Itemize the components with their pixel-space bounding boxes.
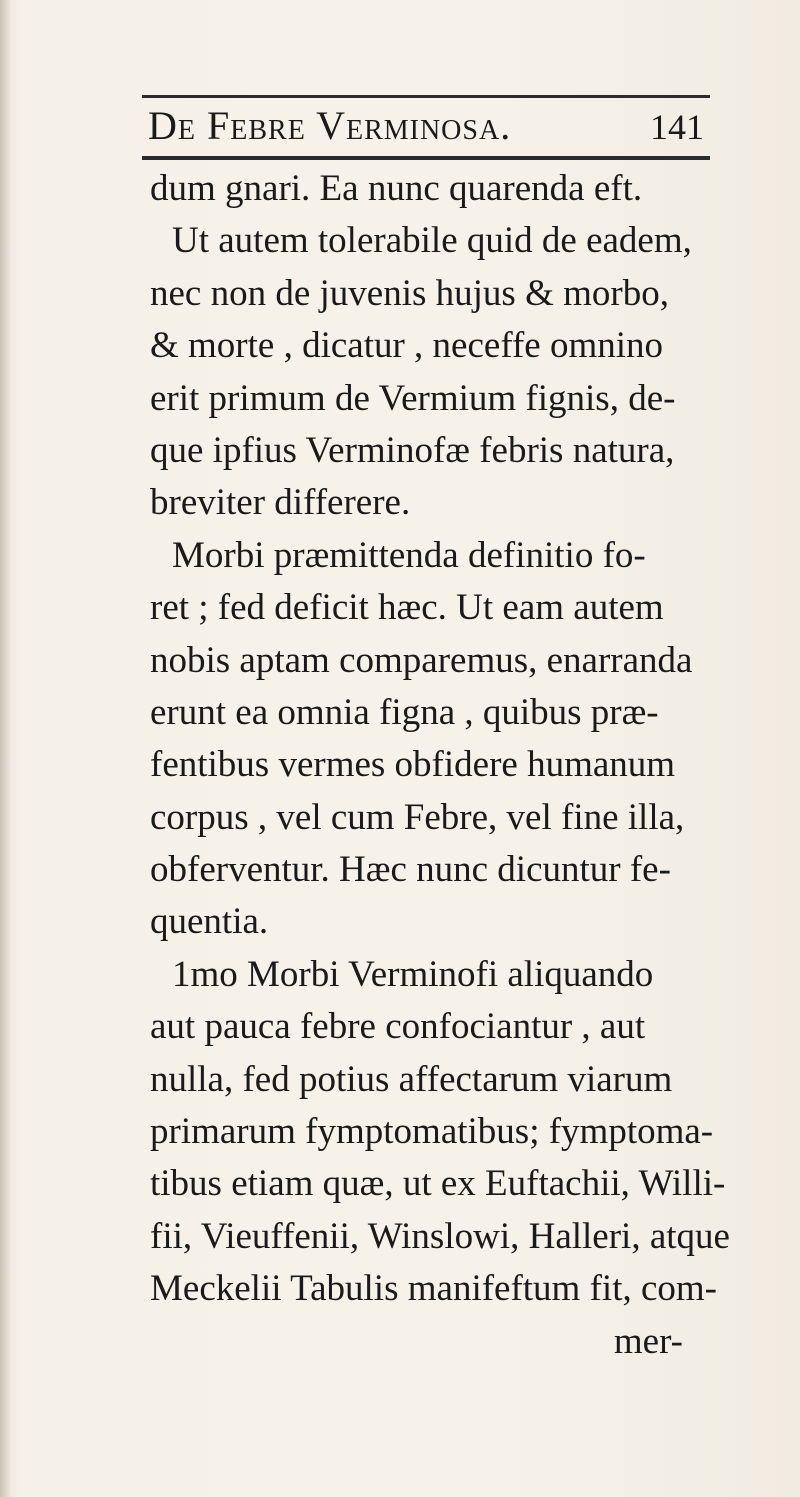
text-line: Meckelii Tabulis manifeftum fit, com-	[150, 1268, 717, 1310]
text-line: 1mo Morbi Verminofi aliquando	[172, 953, 654, 995]
text-line: Ut autem tolerabile quid de eadem,	[172, 220, 692, 262]
text-line: que ipfius Verminofæ febris natura,	[150, 429, 675, 471]
text-line: erunt ea omnia figna , quibus præ-	[150, 691, 659, 733]
text-line: fii, Vieuffenii, Winslowi, Halleri, atque	[150, 1215, 730, 1257]
running-head: De Febre Verminosa.	[148, 103, 512, 148]
header-rule-bottom	[142, 156, 710, 160]
page-header	[148, 102, 708, 154]
text-line: primarum fymptomatibus; fymptoma-	[150, 1111, 714, 1153]
text-line: corpus , vel cum Febre, vel fine illa,	[150, 796, 685, 838]
body-text	[150, 163, 730, 1368]
text-line: aut pauca febre confociantur , aut	[150, 1006, 646, 1048]
page-gutter	[0, 0, 10, 1497]
header-rule-top	[142, 95, 710, 98]
text-line: dum gnari. Ea nunc quarenda eft.	[150, 168, 643, 209]
text-line: nobis aptam comparemus, enarranda	[150, 639, 693, 681]
text-line: fentibus vermes obfidere humanum	[150, 744, 676, 786]
text-line: erit primum de Vermium fignis, de-	[150, 377, 676, 419]
text-line: tibus etiam quæ, ut ex Euftachii, Willi-	[150, 1163, 726, 1205]
page-number: 141	[650, 107, 704, 147]
text-line: nulla, fed potius affectarum viarum	[150, 1058, 673, 1100]
text-line: obferventur. Hæc nunc dicuntur fe-	[150, 849, 671, 891]
text-line: ret ; fed deficit hæc. Ut eam autem	[150, 587, 664, 629]
text-line: nec non de juvenis hujus & morbo,	[150, 272, 669, 314]
text-line: quentia.	[150, 901, 269, 943]
text-line: & morte , dicatur , neceffe omnino	[150, 325, 664, 367]
catchword: mer-	[613, 1320, 683, 1362]
text-line: Morbi præmittenda definitio fo-	[172, 534, 646, 576]
text-line: breviter differere.	[150, 482, 411, 524]
